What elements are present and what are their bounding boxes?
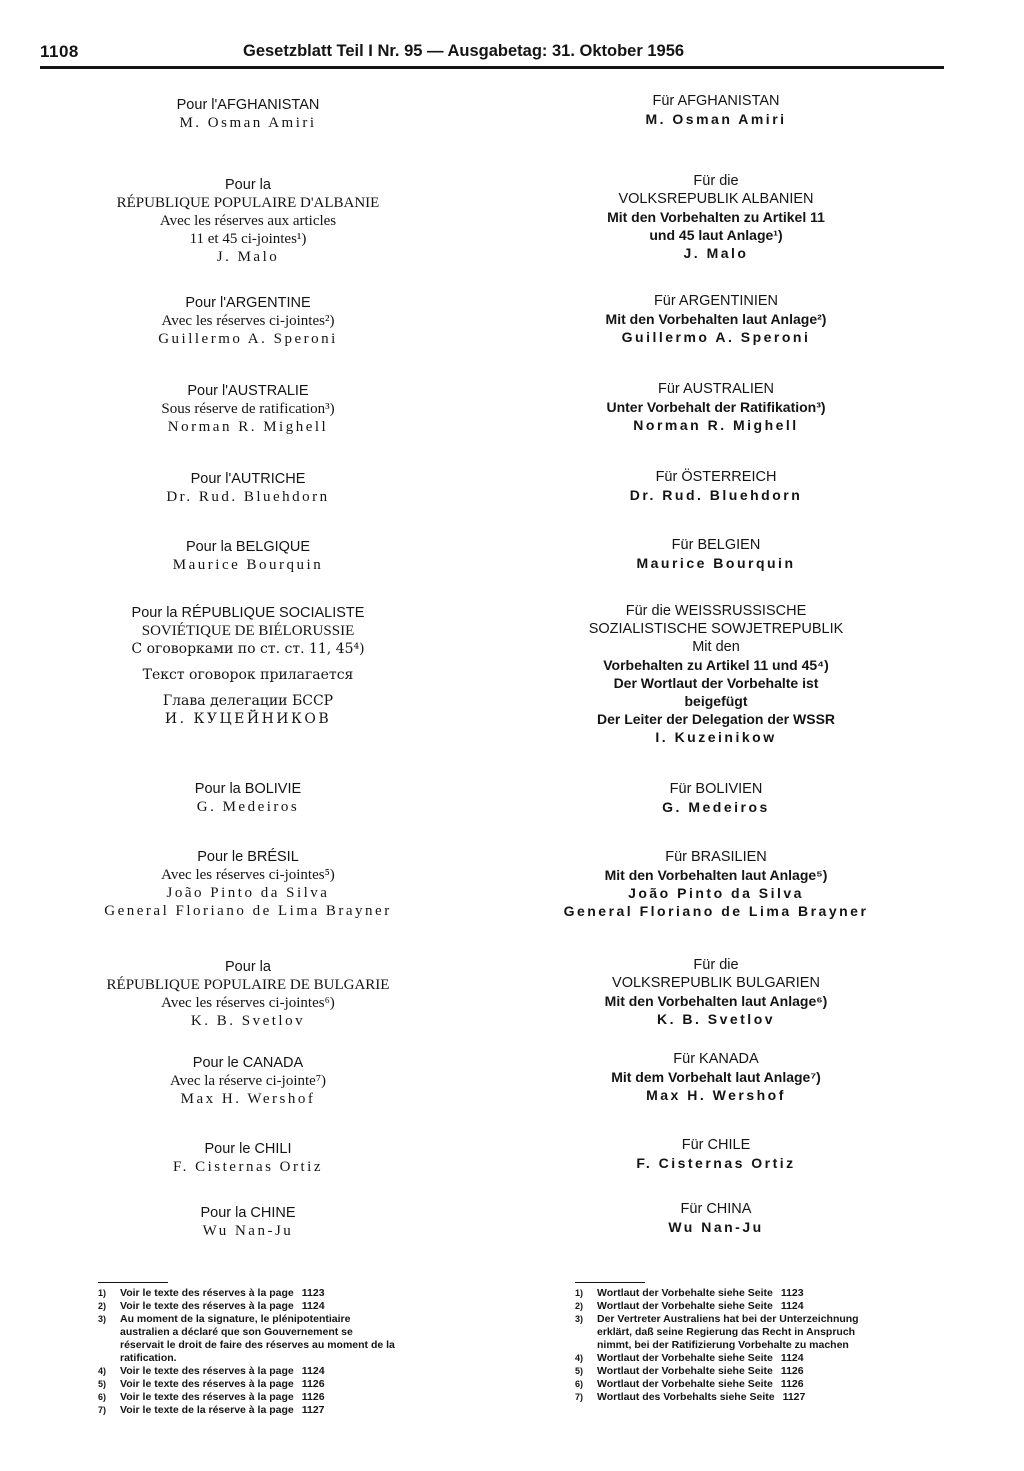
country-heading: Pour la RÉPUBLIQUE SOCIALISTE <box>131 605 365 621</box>
german-signatory-block <box>496 1200 936 1236</box>
footnote-number: 3) <box>98 1314 107 1324</box>
signatory-name: Wu Nan-Ju <box>202 1223 294 1239</box>
footnote <box>98 1313 398 1365</box>
german-signatory-block <box>496 780 936 816</box>
footnote-number: 7) <box>575 1392 584 1402</box>
country-heading: Pour le CANADA <box>192 1055 304 1071</box>
french-signatory-block <box>28 848 468 920</box>
footnote-text: Voir le texte des réserves à la page <box>120 1391 294 1403</box>
french-signatory-block <box>28 1204 468 1240</box>
footnote-number: 1) <box>98 1288 107 1298</box>
german-signatory-block <box>496 92 936 128</box>
footnote-text: Wortlaut der Vorbehalte siehe Seite <box>597 1365 773 1377</box>
german-signatory-block <box>496 1136 936 1172</box>
signatory-text: С оговорками по ст. ст. 11, 45⁴) <box>131 641 365 657</box>
signatory-text: Avec les réserves ci-jointes⁶) <box>161 995 335 1011</box>
signatory-text: Mit den Vorbehalten laut Anlage⁵) <box>604 867 828 883</box>
german-signatory-block <box>496 602 936 746</box>
signatory-text: RÉPUBLIQUE POPULAIRE DE BULGARIE <box>106 977 390 993</box>
footnote-page: 1123 <box>301 1287 325 1299</box>
signatory-text: SOZIALISTISCHE SOWJETREPUBLIK <box>588 621 844 637</box>
french-signatory-block <box>28 294 468 348</box>
french-signatory-block <box>28 538 468 574</box>
footnote-text: Voir le texte des réserves à la page <box>120 1287 294 1299</box>
country-heading: Für ARGENTINIEN <box>653 293 779 309</box>
signatory-name: J. Malo <box>216 249 280 265</box>
signatory-name: João Pinto da Silva <box>628 885 804 901</box>
footnote-text: Voir le texte des réserves à la page <box>120 1300 294 1312</box>
footnote-text: Voir le texte de la réserve à la page <box>120 1404 294 1416</box>
country-heading: Pour le CHILI <box>204 1141 292 1157</box>
footnote-text: Voir le texte des réserves à la page <box>120 1378 294 1390</box>
footnote-page: 1126 <box>780 1365 804 1377</box>
signatory-text: Sous réserve de ratification³) <box>161 401 335 417</box>
country-heading: Pour l'AUTRICHE <box>190 471 306 487</box>
german-signatory-block <box>496 536 936 572</box>
signatory-text: Mit den Vorbehalten laut Anlage²) <box>605 311 827 327</box>
footnote <box>575 1378 875 1391</box>
signatory-text: Unter Vorbehalt der Ratifikation³) <box>606 399 826 415</box>
french-signatory-block <box>28 96 468 132</box>
signatory-name: Norman R. Mighell <box>633 417 799 433</box>
header-rule <box>40 66 944 69</box>
footnote <box>98 1391 398 1404</box>
signatory-text: Mit dem Vorbehalt laut Anlage⁷) <box>611 1069 821 1085</box>
signatory-name: J. Malo <box>683 245 749 261</box>
signatory-name: Guillermo A. Speroni <box>621 329 811 345</box>
footnote-number: 5) <box>98 1379 107 1389</box>
country-heading: Für die <box>693 173 739 189</box>
signatory-name: G. Medeiros <box>196 799 300 815</box>
signatory-text: Vorbehalten zu Artikel 11 und 45⁴) <box>603 657 829 673</box>
signatory-text: Avec les réserves ci-jointes²) <box>161 313 335 329</box>
signatory-name: Dr. Rud. Bluehdorn <box>166 489 330 505</box>
footnote-rule <box>98 1282 168 1283</box>
country-heading: Pour la <box>225 959 271 975</box>
footnote <box>98 1378 398 1391</box>
signatory-name: F. Cisternas Ortiz <box>636 1155 796 1171</box>
signatory-text: 11 et 45 ci-jointes¹) <box>189 231 307 247</box>
signatory-text: RÉPUBLIQUE POPULAIRE D'ALBANIE <box>116 195 380 211</box>
french-signatory-block <box>28 176 468 266</box>
signatory-text: beigefügt <box>684 693 748 709</box>
signatory-name: Norman R. Mighell <box>167 419 329 435</box>
footnote <box>575 1352 875 1365</box>
footnote-page: 1124 <box>301 1365 325 1377</box>
german-signatory-block <box>496 292 936 346</box>
french-signatory-block <box>28 1140 468 1176</box>
footnote <box>575 1391 875 1404</box>
footnote <box>575 1300 875 1313</box>
german-signatory-block <box>496 1050 936 1104</box>
footnote-text: Wortlaut der Vorbehalte siehe Seite <box>597 1378 773 1390</box>
signatory-name: M. Osman Amiri <box>645 111 787 127</box>
signatory-text: Текст оговорок прилагается <box>142 667 354 683</box>
signatory-name: João Pinto da Silva <box>166 885 330 901</box>
french-signatory-block <box>28 780 468 816</box>
signatory-name: K. B. Svetlov <box>190 1013 306 1029</box>
footnote-text: Wortlaut der Vorbehalte siehe Seite <box>597 1300 773 1312</box>
country-heading: Für BELGIEN <box>671 537 761 553</box>
french-signatory-block <box>28 604 468 728</box>
footnote-number: 1) <box>575 1288 584 1298</box>
signatory-text: Avec les réserves aux articles <box>159 213 337 229</box>
signatory-name: Maurice Bourquin <box>172 557 324 573</box>
footnote-page: 1126 <box>301 1378 325 1390</box>
footnote-number: 2) <box>575 1301 584 1311</box>
signatory-name: Guillermo A. Speroni <box>158 331 338 347</box>
french-footnotes <box>98 1282 398 1417</box>
signatory-name: Dr. Rud. Bluehdorn <box>629 487 803 503</box>
footnote-page: 1124 <box>780 1300 804 1312</box>
country-heading: Pour l'AUSTRALIE <box>187 383 309 399</box>
french-signatory-block <box>28 470 468 506</box>
footnote-rule <box>575 1282 645 1283</box>
country-heading: Für AFGHANISTAN <box>652 93 780 109</box>
footnote-page: 1123 <box>780 1287 804 1299</box>
footnote <box>98 1287 398 1300</box>
signatory-name: Maurice Bourquin <box>636 555 796 571</box>
footnote-text: Wortlaut der Vorbehalte siehe Seite <box>597 1287 773 1299</box>
footnote-number: 4) <box>98 1366 107 1376</box>
signatory-text: Mit den <box>692 639 740 655</box>
signatory-text: Avec la réserve ci-jointe⁷) <box>169 1073 327 1089</box>
signatory-text: VOLKSREPUBLIK ALBANIEN <box>618 191 814 207</box>
signatory-name: General Floriano de Lima Brayner <box>563 903 869 919</box>
signatory-name: И. КУЦЕЙНИКОВ <box>164 711 332 727</box>
signatory-text: SOVIÉTIQUE DE BIÉLORUSSIE <box>141 623 355 639</box>
footnote <box>98 1404 398 1417</box>
page-number: 1108 <box>40 42 79 61</box>
running-header: Gesetzblatt Teil I Nr. 95 — Ausgabetag: 31. Oktober 1956 <box>243 42 685 60</box>
signatory-text: Mit den Vorbehalten zu Artikel 11 <box>607 209 825 225</box>
country-heading: Pour la <box>225 177 271 193</box>
country-heading: Für die WEISSRUSSISCHE <box>625 603 807 619</box>
footnote-number: 5) <box>575 1366 584 1376</box>
footnote-number: 3) <box>575 1314 584 1324</box>
german-footnotes <box>575 1282 875 1404</box>
signatory-name: I. Kuzeinikow <box>655 729 777 745</box>
french-signatory-block <box>28 382 468 436</box>
footnote-page: 1126 <box>301 1391 325 1403</box>
signatory-text: Der Leiter der Delegation der WSSR <box>596 711 836 727</box>
signatory-text: Mit den Vorbehalten laut Anlage⁶) <box>604 993 828 1009</box>
signatory-text: und 45 laut Anlage¹) <box>649 227 783 243</box>
signatory-name: G. Medeiros <box>662 799 770 815</box>
french-signatory-block <box>28 958 468 1030</box>
country-heading: Pour le BRÉSIL <box>197 849 299 865</box>
signatory-name: Max H. Wershof <box>646 1087 786 1103</box>
country-heading: Pour l'ARGENTINE <box>185 295 311 311</box>
footnote-page: 1127 <box>301 1404 325 1416</box>
footnote <box>575 1365 875 1378</box>
signatory-text <box>28 658 468 666</box>
footnote-page: 1127 <box>782 1391 806 1403</box>
signatory-name: F. Cisternas Ortiz <box>172 1159 324 1175</box>
footnote <box>98 1300 398 1313</box>
footnote-number: 4) <box>575 1353 584 1363</box>
german-signatory-block <box>496 956 936 1028</box>
footnote-number: 7) <box>98 1405 107 1415</box>
country-heading: Pour la BOLIVIE <box>194 781 302 797</box>
french-signatory-block <box>28 1054 468 1108</box>
signatory-text <box>28 684 468 692</box>
footnote-page: 1124 <box>301 1300 325 1312</box>
footnote-number: 2) <box>98 1301 107 1311</box>
signatory-text: Avec les réserves ci-jointes⁵) <box>161 867 335 883</box>
signatory-name: Max H. Wershof <box>180 1091 316 1107</box>
country-heading: Für AUSTRALIEN <box>657 381 775 397</box>
footnote <box>98 1365 398 1378</box>
footnote <box>575 1313 875 1352</box>
country-heading: Pour la CHINE <box>200 1205 296 1221</box>
footnote-number: 6) <box>98 1392 107 1402</box>
german-signatory-block <box>496 848 936 920</box>
country-heading: Für BRASILIEN <box>665 849 767 865</box>
signatory-text: Der Wortlaut der Vorbehalte ist <box>613 675 819 691</box>
country-heading: Für BOLIVIEN <box>669 781 763 797</box>
signatory-text: VOLKSREPUBLIK BULGARIEN <box>612 975 820 991</box>
country-heading: Für CHILE <box>681 1137 751 1153</box>
german-signatory-block <box>496 468 936 504</box>
country-heading: Für KANADA <box>673 1051 759 1067</box>
footnote-text: Der Vertreter Australiens hat bei der Unterzeichnung erklärt, daß seine Regierung das Recht in Anspruch nimmt, bei der Ratifizierung Vorbehalte zu machen <box>597 1313 859 1351</box>
country-heading: Pour la BELGIQUE <box>185 539 311 555</box>
footnote-number: 6) <box>575 1379 584 1389</box>
signatory-name: General Floriano de Lima Brayner <box>104 903 392 919</box>
footnote-text: Voir le texte des réserves à la page <box>120 1365 294 1377</box>
footnote-page: 1124 <box>780 1352 804 1364</box>
country-heading: Für die <box>693 957 739 973</box>
signatory-name: M. Osman Amiri <box>179 115 317 131</box>
country-heading: Pour l'AFGHANISTAN <box>176 97 320 113</box>
signatory-name: Wu Nan-Ju <box>668 1219 764 1235</box>
german-signatory-block <box>496 380 936 434</box>
footnote-text: Au moment de la signature, le plénipotentiaire australien a déclaré que son Gouvernement se réservait le droit de faire des réserves au moment de la ratification. <box>120 1313 395 1364</box>
signatory-text: Глава делегации БССР <box>162 693 334 709</box>
footnote-page: 1126 <box>780 1378 804 1390</box>
country-heading: Für CHINA <box>680 1201 752 1217</box>
footnote-text: Wortlaut des Vorbehalts siehe Seite <box>597 1391 775 1403</box>
footnote-text: Wortlaut der Vorbehalte siehe Seite <box>597 1352 773 1364</box>
country-heading: Für ÖSTERREICH <box>655 469 777 485</box>
german-signatory-block <box>496 172 936 262</box>
footnote <box>575 1287 875 1300</box>
signatory-name: K. B. Svetlov <box>656 1011 776 1027</box>
